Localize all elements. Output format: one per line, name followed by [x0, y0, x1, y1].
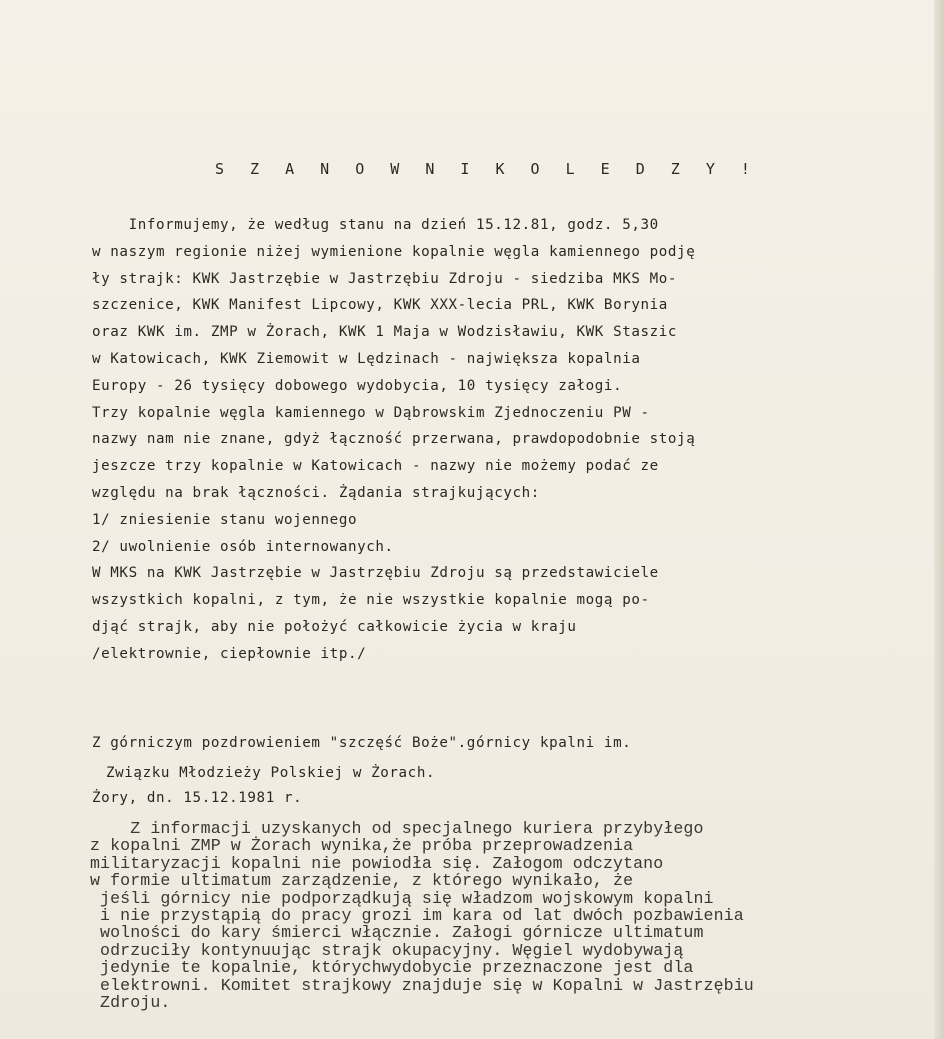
- main-report-text: [92, 212, 762, 668]
- demand-item: 1/ zniesienie stanu wojennego: [92, 511, 358, 528]
- text-line: militaryzacji kopalni nie powiodła się. Załogom odczytano: [90, 853, 664, 873]
- text-line: oraz KWK im. ZMP w Żorach, KWK 1 Maja w Wodzisławiu, KWK Staszic: [92, 324, 678, 341]
- courier-report-text: [90, 820, 870, 1011]
- text-line: Informujemy, że według stanu na dzień 15.12.81, godz. 5,30: [92, 217, 659, 233]
- text-line: Europy - 26 tysięcy dobowego wydobycia, 10 tysięcy załogi.: [92, 377, 623, 394]
- text-line: w naszym regionie niżej wymienione kopalnie węgla kamiennego podję: [92, 243, 696, 260]
- text-line: odrzuciły kontynuując strajk okupacyjny. Węgiel wydobywają: [90, 940, 684, 960]
- text-line: /elektrownie, ciepłownie itp./: [92, 645, 367, 662]
- greeting-line: Z górniczym pozdrowieniem "szczęść Boże".górnicy kpalni im.: [92, 735, 632, 751]
- text-line: Zdroju.: [90, 992, 171, 1012]
- text-line: jeśli górnicy nie podporządkują się władzom wojskowym kopalni: [90, 888, 714, 908]
- text-line: jedynie te kopalnie, którychwydobycie przeznaczone jest dla: [90, 958, 694, 978]
- text-line: elektrowni. Komitet strajkowy znajduje się w Kopalni w Jastrzębiu: [90, 975, 754, 995]
- text-line: Trzy kopalnie węgla kamiennego w Dąbrowskim Zjednoczeniu PW -: [92, 404, 650, 421]
- text-line: ły strajk: KWK Jastrzębie w Jastrzębiu Zdroju - siedziba MKS Mo-: [92, 270, 678, 287]
- text-line: wszystkich kopalni, z tym, że nie wszystkie kopalnie mogą po-: [92, 592, 650, 609]
- text-line: w Katowicach, KWK Ziemowit w Lędzinach - największa kopalnia: [92, 350, 641, 367]
- text-line: z kopalni ZMP w Żorach wynika,że próba przeprowadzenia: [90, 836, 634, 856]
- date-line: Żory, dn. 15.12.1981 r.: [92, 790, 303, 806]
- closing-greeting: [92, 728, 631, 788]
- text-line: w formie ultimatum zarządzenie, z którego wynikało, że: [90, 871, 634, 891]
- signature-line: Związku Młodzieży Polskiej w Żorach.: [106, 765, 436, 781]
- text-line: Z informacji uzyskanych od specjalnego kuriera przybyłego: [90, 819, 704, 838]
- text-line: wolności do kary śmierci włącznie. Załogi górnicze ultimatum: [90, 923, 704, 943]
- text-line: W MKS na KWK Jastrzębie w Jastrzębiu Zdroju są przedstawiciele: [92, 565, 659, 582]
- text-line: szczenice, KWK Manifest Lipcowy, KWK XXX-lecia PRL, KWK Borynia: [92, 297, 668, 314]
- text-line: nazwy nam nie znane, gdyż łączność przerwana, prawdopodobnie stoją: [92, 431, 696, 448]
- text-line: względu na brak łączności. Żądania strajkujących:: [92, 484, 540, 501]
- text-line: i nie przystąpią do pracy grozi im kara od lat dwóch pozbawienia: [90, 905, 744, 925]
- demand-item: 2/ uwolnienie osób internowanych.: [92, 538, 394, 555]
- letter-heading: S Z A N O W N I K O L E D Z Y !: [215, 160, 759, 178]
- text-line: djąć strajk, aby nie położyć całkowicie życia w kraju: [92, 618, 577, 635]
- paper-edge: [934, 0, 944, 1039]
- text-line: jeszcze trzy kopalnie w Katowicach - nazwy nie możemy podać ze: [92, 458, 659, 475]
